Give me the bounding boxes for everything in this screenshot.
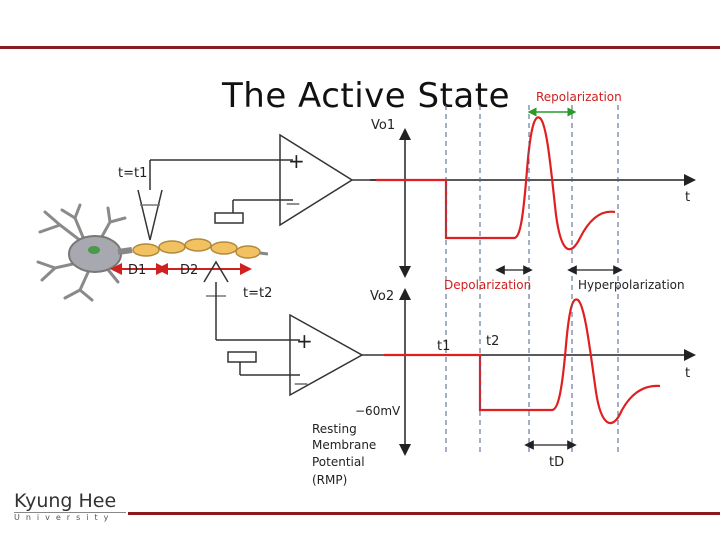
top-plot: [370, 117, 690, 272]
t-eq-t1-label: t=t1: [118, 166, 148, 181]
t2-label: t2: [486, 334, 500, 349]
rmp-line-4: (RMP): [312, 473, 348, 487]
opamp1-minus: —: [286, 196, 300, 212]
vo2-label: Vo2: [370, 289, 395, 304]
rmp-label: [312, 422, 376, 487]
vo1-label: Vo1: [371, 118, 396, 133]
opamp2-plus: +: [296, 329, 313, 353]
repolarization-label: Repolarization: [536, 90, 622, 104]
bottom-plot: [355, 289, 690, 450]
minus60-label: −60mV: [355, 404, 401, 418]
rmp-line-2: Membrane: [312, 438, 377, 452]
opamp2-minus: —: [294, 376, 308, 392]
t1-label: t1: [437, 339, 451, 354]
bottom-t-label: t: [685, 366, 691, 381]
rmp-line-1: Resting: [312, 422, 357, 436]
bottom-action-potential-trace: [384, 300, 660, 424]
top-action-potential-trace: [376, 117, 615, 249]
top-t-label: t: [685, 190, 691, 205]
d1-label: D1: [128, 263, 147, 278]
electrode-1-circuit: [138, 135, 376, 240]
rmp-line-3: Potential: [312, 455, 365, 469]
t-eq-t2-label: t=t2: [243, 286, 273, 301]
logo-main-text: Kyung Hee: [14, 490, 117, 512]
kyung-hee-logo: [14, 490, 126, 522]
slide-title: The Active State: [222, 76, 511, 116]
neuron-illustration: [38, 205, 268, 300]
depolarization-label: Depolarization: [444, 278, 532, 292]
logo-sub-text: University: [14, 512, 126, 522]
tD-label: tD: [549, 455, 565, 470]
hyperpolarization-label: Hyperpolarization: [578, 278, 685, 292]
opamp1-plus: +: [288, 149, 305, 173]
d2-label: D2: [180, 263, 199, 278]
distance-arrows: [116, 263, 246, 278]
